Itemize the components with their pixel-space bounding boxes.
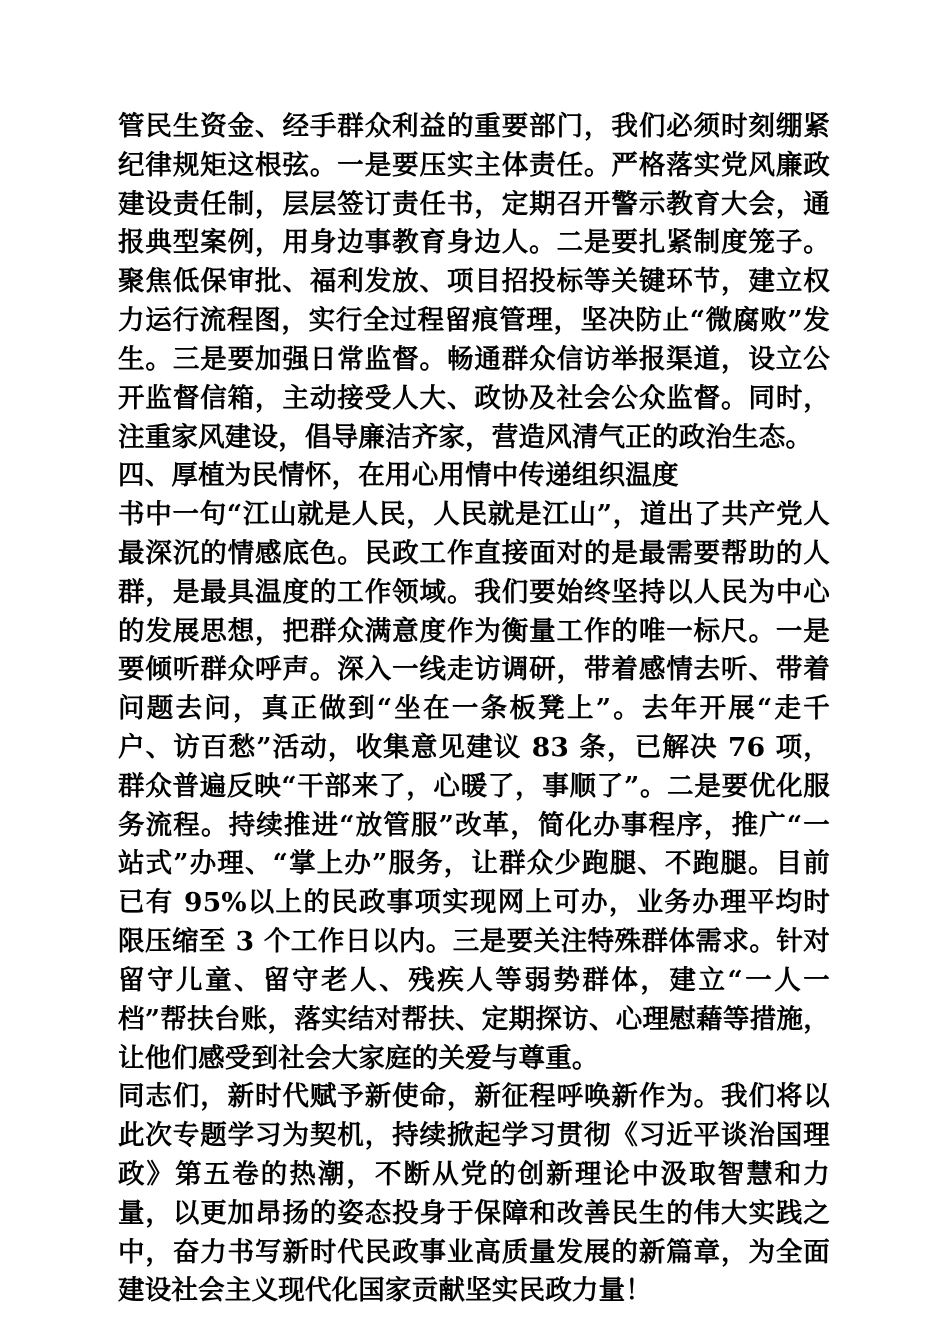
section-heading-four: 四、厚植为民情怀，在用心用情中传递组织温度 [118, 460, 679, 492]
paragraph-people-sentiment: 书中一句“江山就是人民，人民就是江山”，道出了共产党人最深沉的情感底色。民政工作直接面对的是最需要帮助的人群，是最具温度的工作领域。我们要始终坚持以人民为中心的发展思想，把群众满意度作为衡量工作的唯一标尺。一是要倾听群众呼声。深入一线走访调研，带着感情去听、带着问题去问，真正做到“坐在一条板凳上”。去年开展“走千户、访百愁”活动，收集意见建议 83 条，已解决 76 项，群众普遍反映“干部来了，心暖了，事顺了”。二是要优化服务流程。持续推进“放管服”改革，简化办事程序，推广“一站式”办理、“掌上办”服务，让群众少跑腿、不跑腿。目前已有 95%以上的民政事项实现网上可办，业务办理平均时限压缩至 3 个工作日以内。三是要关注特殊群体需求。针对留守儿童、留守老人、残疾人等弱势群体，建立“一人一档”帮扶台账，落实结对帮扶、定期探访、心理慰藉等措施，让他们感受到社会大家庭的关爱与尊重。 [118, 499, 830, 1074]
paragraph-continuation: 管民生资金、经手群众利益的重要部门，我们必须时刻绷紧纪律规矩这根弦。一是要压实主体责任。严格落实党风廉政建设责任制，层层签订责任书，定期召开警示教育大会，通报典型案例，用身边事教育身边人。二是要扎紧制度笼子。聚焦低保审批、福利发放、项目招投标等关键环节，建立权力运行流程图，实行全过程留痕管理，坚决防止“微腐败”发生。三是要加强日常监督。畅通群众信访举报渠道，设立公开监督信箱，主动接受人大、政协及社会公众监督。同时，注重家风建设，倡导廉洁齐家，营造风清气正的政治生态。 [118, 111, 830, 453]
document-body [118, 108, 830, 1311]
paragraph-closing: 同志们，新时代赋予新使命，新征程呼唤新作为。我们将以此次专题学习为契机，持续掀起学习贯彻《习近平谈治国理政》第五卷的热潮，不断从党的创新理论中汲取智慧和力量，以更加昂扬的姿态投身于保障和改善民生的伟大实践之中，奋力书写新时代民政事业高质量发展的新篇章，为全面建设社会主义现代化国家贡献坚实民政力量！ [118, 1081, 830, 1307]
